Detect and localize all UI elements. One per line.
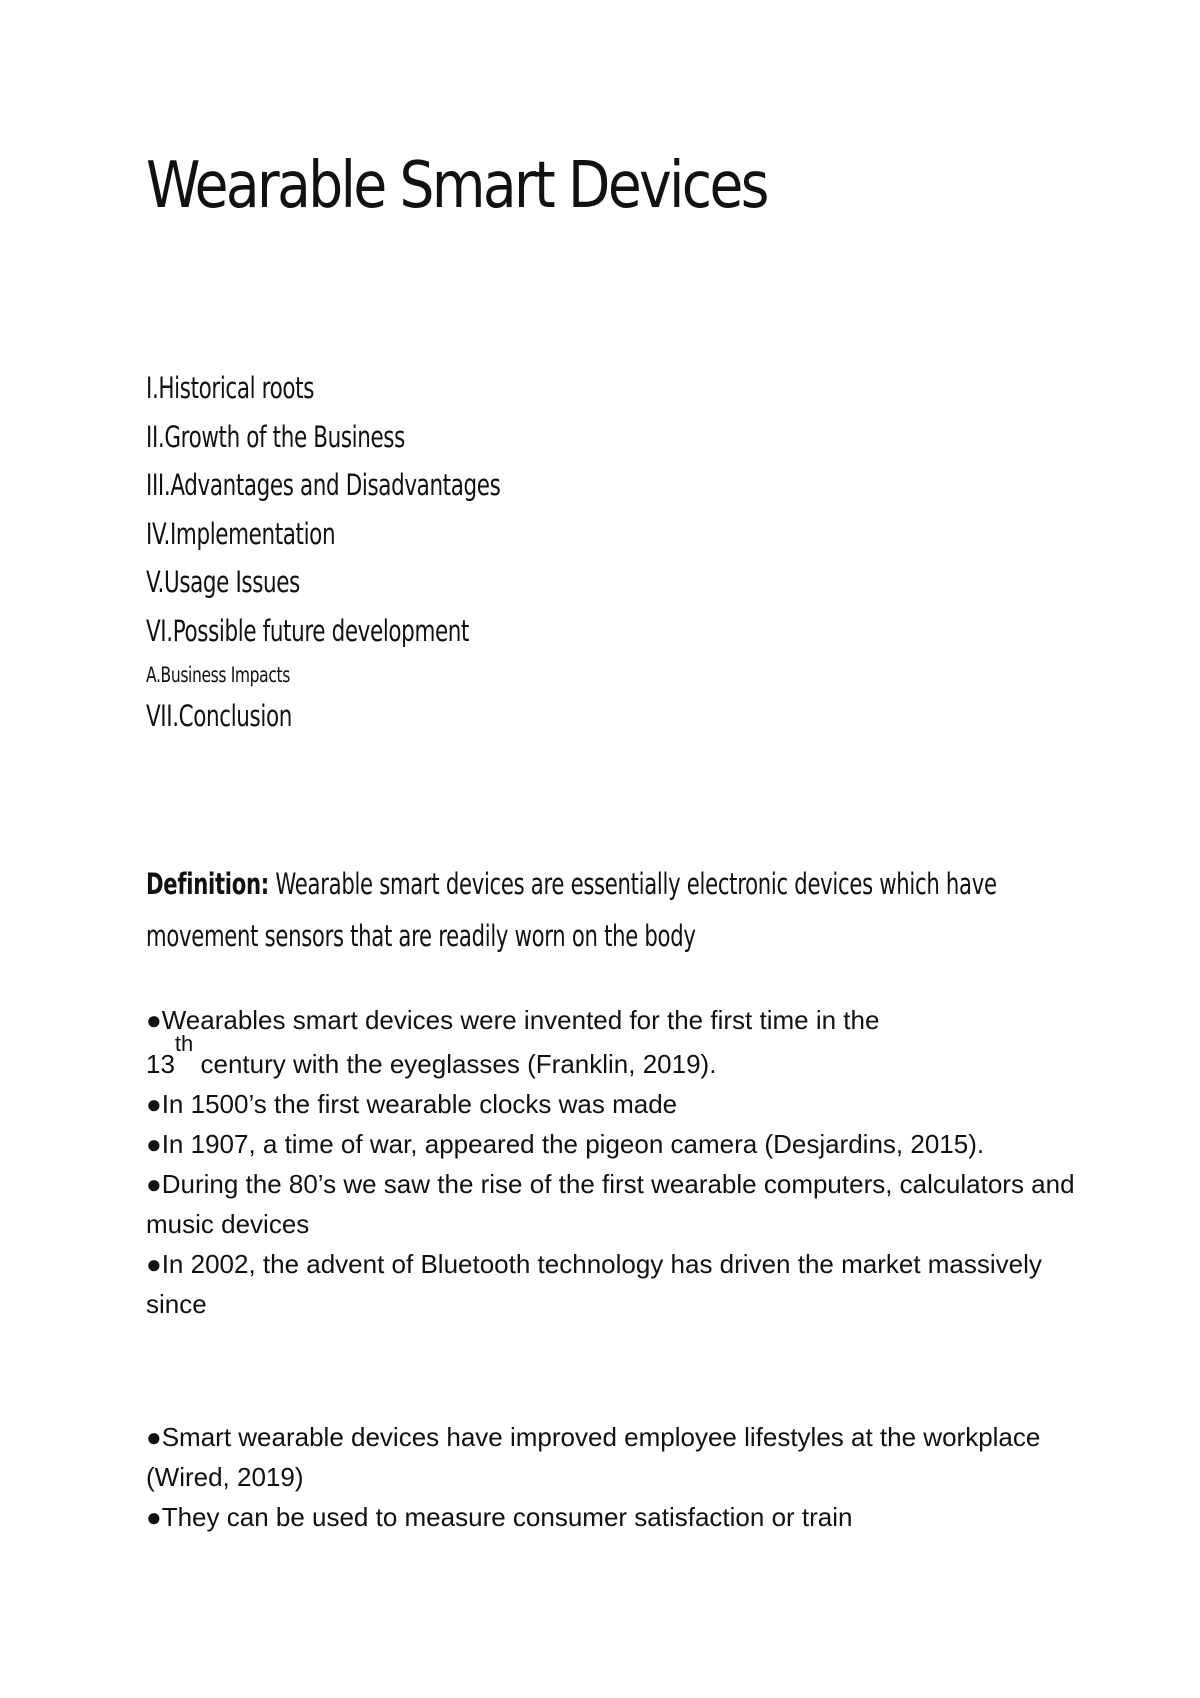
history-bullet-list	[146, 988, 1076, 1324]
definition-label: Definition:	[146, 867, 269, 901]
bullet-item: ●In 1500’s the first wearable clocks was made	[146, 1089, 678, 1119]
outline-item: VII.Conclusion	[146, 699, 292, 733]
business-bullet-list	[146, 1417, 1076, 1537]
bullet-item: ●They can be used to measure consumer satisfaction or train	[146, 1502, 853, 1532]
outline-item: VI.Possible future development	[146, 613, 470, 648]
outline-item: II.Growth of the Business	[146, 419, 405, 454]
outline-subitem: A.Business Impacts	[146, 663, 290, 687]
outline-list	[146, 368, 500, 745]
document-title: Wearable Smart Devices	[146, 149, 767, 223]
bullet-text-continued	[146, 1031, 1076, 1084]
definition-paragraph	[146, 858, 1073, 962]
bullet-item: ●During the 80’s we saw the rise of the first wearable computers, calculators and music devices	[146, 1169, 1075, 1239]
bullet-text: ●Wearables smart devices were invented for the first time in the	[146, 1005, 880, 1035]
century-number: 13	[146, 1049, 175, 1079]
outline-item: IV.Implementation	[146, 516, 336, 551]
bullet-item: ●In 1907, a time of war, appeared the pigeon camera (Desjardins, 2015).	[146, 1129, 985, 1159]
ordinal-suffix: th	[174, 1031, 194, 1056]
outline-item: I.Historical roots	[146, 371, 315, 405]
bullet-item	[146, 988, 1076, 1084]
outline-item: V.Usage Issues	[146, 565, 300, 599]
bullet-item: ●Smart wearable devices have improved employee lifestyles at the workplace (Wired, 2019)	[146, 1422, 1041, 1492]
definition-text: Wearable smart devices are essentially electronic devices which have movement sensors that are readily worn on the body	[146, 867, 997, 953]
bullet-text-rest: century with the eyeglasses (Franklin, 2019).	[193, 1049, 717, 1079]
outline-item: III.Advantages and Disadvantages	[146, 468, 501, 502]
bullet-item: ●In 2002, the advent of Bluetooth technology has driven the market massively since	[146, 1249, 1042, 1319]
document-page	[146, 0, 1076, 1698]
